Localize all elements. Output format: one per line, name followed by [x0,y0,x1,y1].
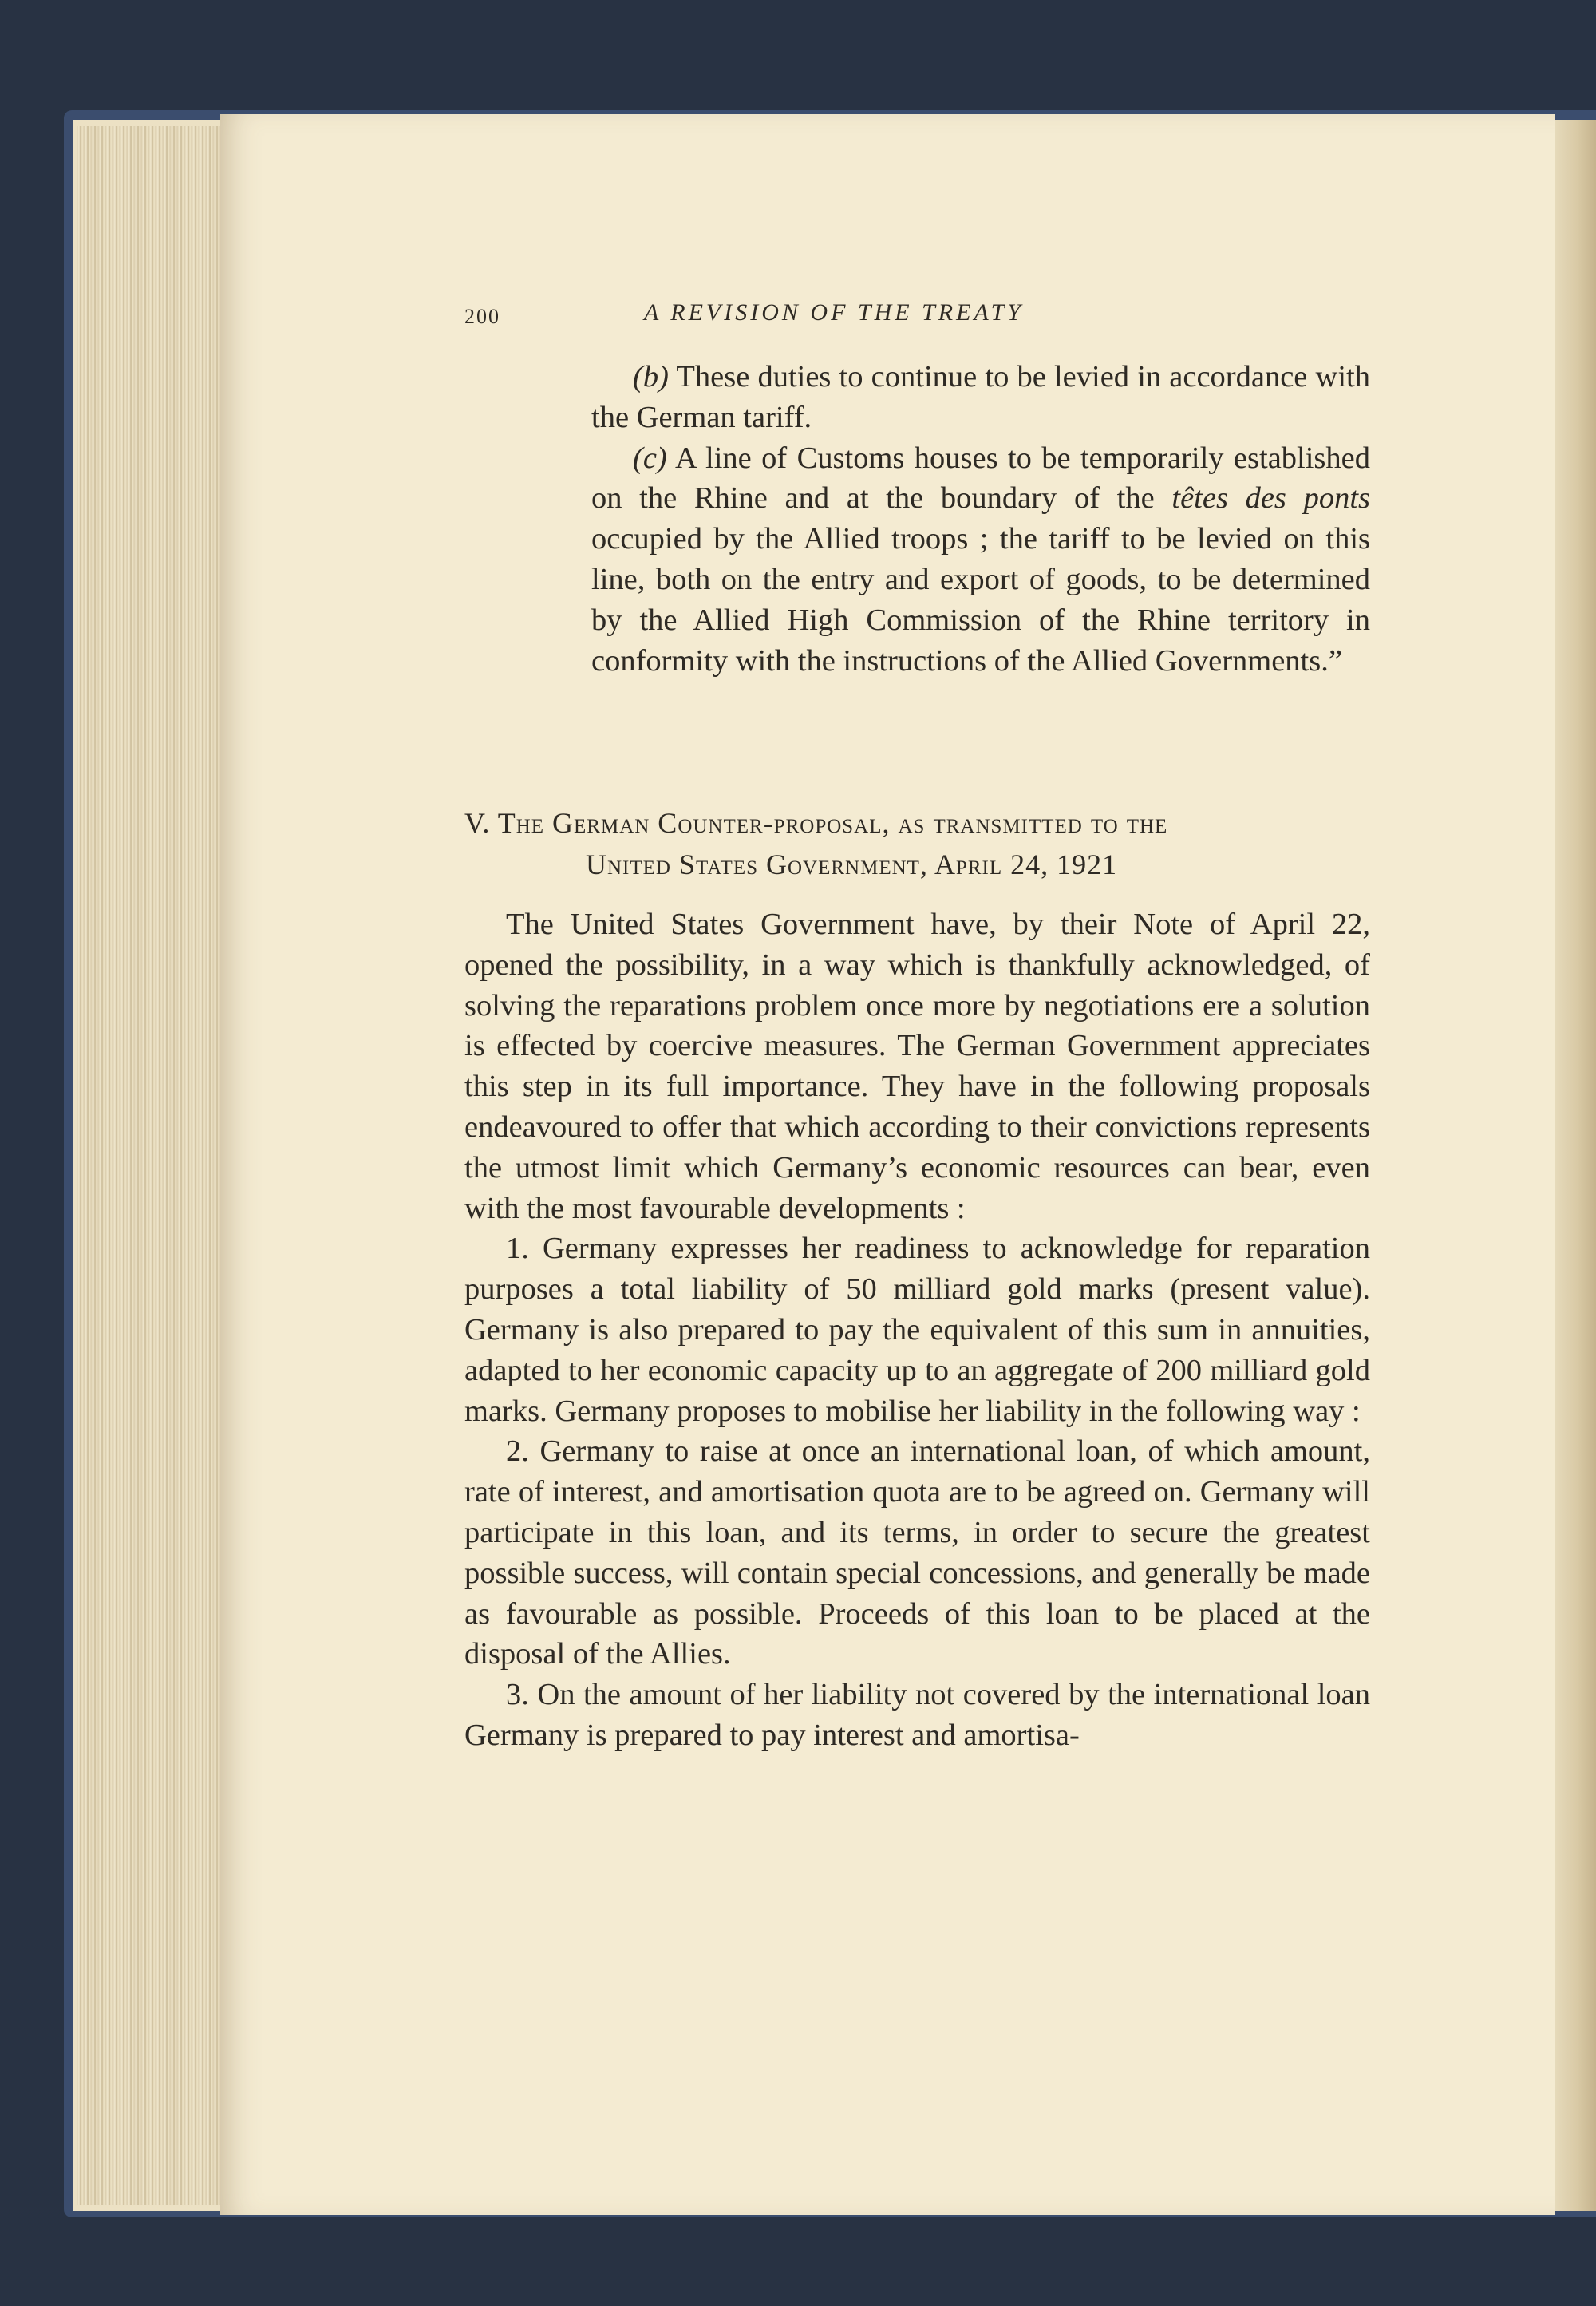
clause-c-italic: têtes des ponts [1171,481,1370,516]
clause-c-label: (c) [633,441,667,475]
clause-b [591,357,1370,438]
page-number: 200 [464,305,500,328]
clause-b-label: (b) [633,360,669,394]
clause-b-text: These duties to continue to be levied in accordance with the German tariff. [591,360,1370,434]
clause-c-text-before: A line of Customs houses to be temporarily established on the Rhine and at the boundary of the [591,441,1370,516]
running-title: A REVISION OF THE TREATY [644,299,1024,326]
body-paragraph: 2. Germany to raise at once an international loan, of which amount, rate of interest, and amortisation quota are to be agreed on. Germany will participate in this loan, and its terms, in order to secure the greatest possible success, will contain special concessions, and generally be made as favourable as possible. Proceeds of this loan to be placed at the disposal of the Allies. [464,1434,1370,1671]
page-edges [77,126,223,2205]
body-paragraph: 3. On the amount of her liability not covered by the international loan Germany is prepared to pay interest and amortisa- [464,1678,1370,1752]
quoted-clauses [591,357,1370,681]
body-text [464,904,1370,1756]
section-heading-line-1: V. The German Counter-proposal, as transmitted to the [464,807,1168,839]
body-paragraph: The United States Government have, by their Note of April 22, opened the possibility, in a way which is thankfully acknowledged, of solving the reparations problem once more by negotiations ere a solution is effected by coercive measures. The German Government appreciates this step in its full importance. They have in the following proposals endeavoured to offer that which according to their convictions represents the utmost limit which Germany’s economic resources can bear, even with the most favourable developments : [464,908,1370,1225]
body-paragraph: 1. Germany expresses her readiness to acknowledge for reparation purposes a total liability of 50 milliard gold marks (present value). Germany is also prepared to pay the equivalent of this sum in annuities, adapted to her economic capacity up to an aggregate of 200 milliard gold marks. Germany proposes to mobilise her liability in the following way : [464,1232,1370,1428]
clause-c-text-after: occupied by the Allied troops ; the tariff to be levied on this line, both on the entry and export of goods, to be determined by the Allied High Commission of the Rhine territory in conformity with the instructions of the Allied Governments.” [591,522,1370,678]
section-heading [464,802,1374,885]
section-heading-line-2: United States Government, April 24, 1921 [586,848,1118,880]
clause-c [591,438,1370,682]
facing-page-edge [1548,120,1596,2211]
